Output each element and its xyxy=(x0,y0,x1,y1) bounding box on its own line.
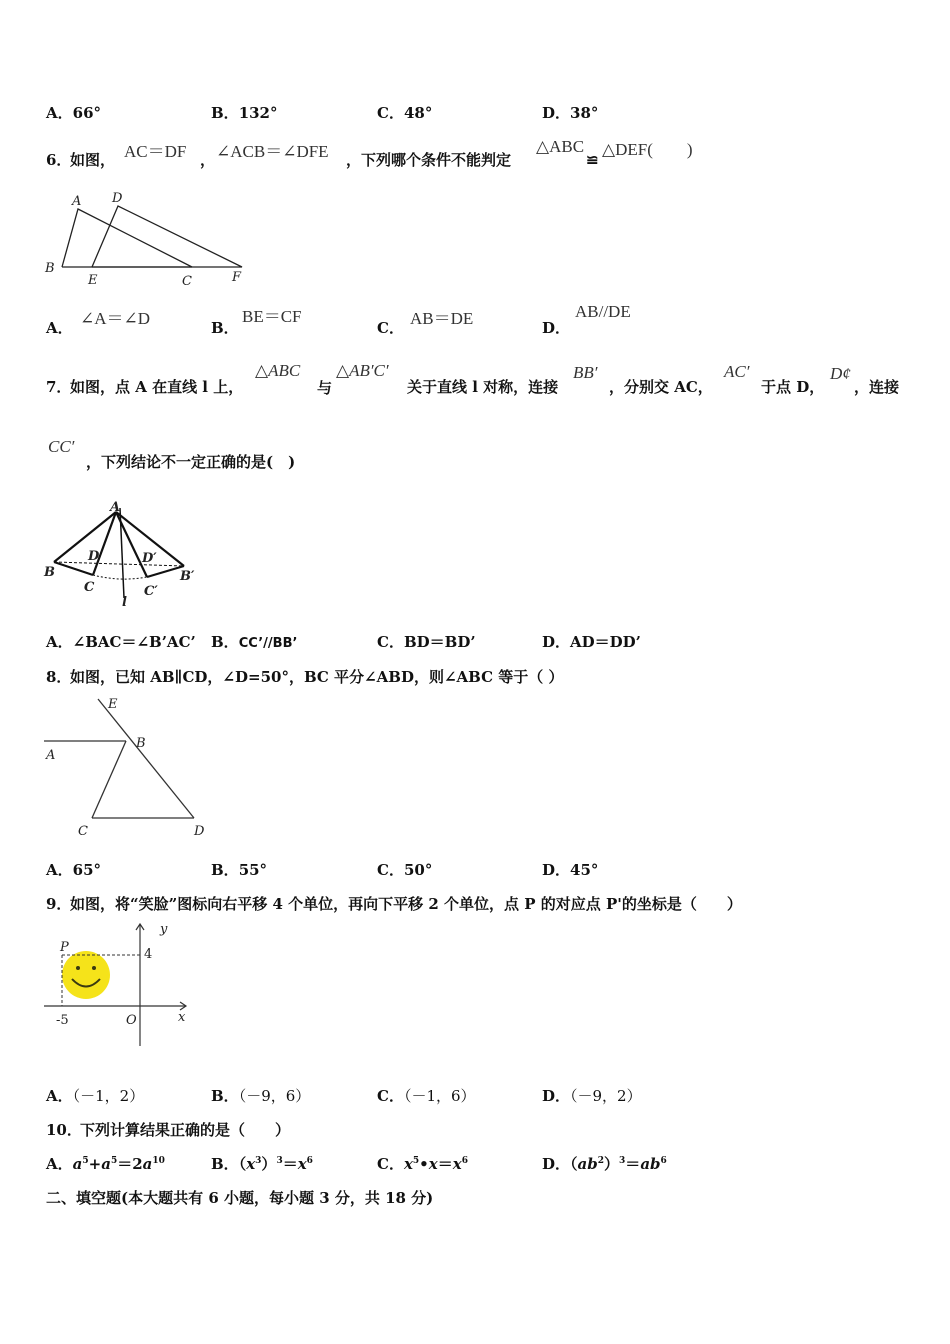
q8-label-e: E xyxy=(108,697,118,712)
q7-label-b: B xyxy=(44,565,55,580)
q6-formula-4: △DEF( ) xyxy=(602,140,693,159)
q6-triangle-abc xyxy=(62,209,192,267)
q6-option-a[interactable]: ∠A＝∠D xyxy=(80,309,151,328)
q7-option-c[interactable]: C．BD＝BD’ xyxy=(377,633,476,651)
smiley-left-eye xyxy=(76,966,80,970)
q5-option-d[interactable]: D．38° xyxy=(542,104,599,122)
q6-formula-1: AC＝DF xyxy=(124,142,187,161)
q9-option-a[interactable]: A．（－1，2） xyxy=(46,1087,145,1105)
q8-option-d[interactable]: D．45° xyxy=(542,861,599,879)
q6-label-e: E xyxy=(88,273,98,288)
q9-label-minus5: -5 xyxy=(56,1013,69,1028)
q6-option-d[interactable]: AB//DE xyxy=(575,302,631,321)
q10-option-d-text: $(ab^2)^3=ab^6$ xyxy=(570,1155,667,1173)
q9-option-d[interactable]: D．（－9，2） xyxy=(542,1087,642,1105)
q7-number: 7． xyxy=(46,378,72,396)
q7-label-b-prime: B′ xyxy=(180,569,195,584)
q8-label-a: A xyxy=(46,748,56,763)
q9-figure xyxy=(40,918,200,1053)
q7-formula-1: △ABC xyxy=(255,361,301,380)
q10-question-text: 下列计算结果正确的是（ ） xyxy=(80,1121,291,1139)
q6-formula-2: ∠ACB＝∠DFE xyxy=(216,142,329,161)
q8-option-a[interactable]: A．65° xyxy=(46,861,102,879)
q7-text-4: ，分别交 AC， xyxy=(609,378,713,396)
q8-option-b[interactable]: B．55° xyxy=(211,861,268,879)
q9-label-p: P xyxy=(60,940,69,955)
q7-formula-5: D¢ xyxy=(830,364,851,383)
q7-label-c: C xyxy=(84,580,95,595)
q6-option-d-label[interactable]: D． xyxy=(542,319,571,337)
section-2-title: 二、填空题(本大题共有 6 小题，每小题 3 分，共 18 分) xyxy=(46,1189,434,1207)
q6-option-c-label[interactable]: C． xyxy=(377,319,404,337)
q8-label-b: B xyxy=(136,736,146,751)
q7-text-7: ，下列结论不一定正确的是( ) xyxy=(86,453,296,471)
q6-label-f: F xyxy=(232,270,242,285)
q8-option-c[interactable]: C．50° xyxy=(377,861,433,879)
q9-number: 9． xyxy=(46,895,72,913)
q6-label-c: C xyxy=(182,274,192,289)
q10-option-a[interactable]: A．$a^5+a^5=2a^{10}$ xyxy=(46,1155,165,1173)
q10-option-a-text: $a^5+a^5=2a^{10}$ xyxy=(72,1155,165,1173)
q5-option-c[interactable]: C．48° xyxy=(377,104,433,122)
q8-question-text: 如图，已知 AB∥CD，∠D=50°，BC 平分∠ABD，则∠ABC 等于（ ） xyxy=(70,668,564,686)
q7-figure xyxy=(40,498,210,610)
smiley-right-eye xyxy=(92,966,96,970)
q7-formula-2: △AB′C′ xyxy=(336,361,389,380)
q10-option-d[interactable]: D．$(ab^2)^3=ab^6$ xyxy=(542,1155,667,1173)
q10-option-c-text: $x^5•x=x^6$ xyxy=(403,1155,468,1173)
q5-option-a[interactable]: A．66° xyxy=(46,104,102,122)
q9-option-c[interactable]: C．（－1，6） xyxy=(377,1087,476,1105)
q8-label-d: D xyxy=(194,824,205,839)
q10-option-b[interactable]: B．$(x^3)^3=x^6$ xyxy=(211,1155,313,1173)
q7-label-l: l xyxy=(122,595,127,610)
q9-label-x: x xyxy=(178,1010,186,1025)
q7-option-a[interactable]: A．∠BAC＝∠B’AC’ xyxy=(46,633,196,651)
q6-label-a: A xyxy=(72,194,82,209)
q9-label-y: y xyxy=(160,922,168,937)
q7-option-b[interactable]: B．CC’//BB’ xyxy=(211,633,298,651)
q7-text-5: 于点 D， xyxy=(761,378,825,396)
q6-option-c[interactable]: AB＝DE xyxy=(410,309,474,328)
q6-option-b-label[interactable]: B． xyxy=(211,319,239,337)
q10-number: 10． xyxy=(46,1121,82,1139)
q6-option-a-label[interactable]: A． xyxy=(46,319,73,337)
q7-label-c-prime: C′ xyxy=(144,584,158,599)
q7-text-6: ，连接 xyxy=(854,378,900,396)
q6-number: 6． xyxy=(46,151,72,169)
q8-number: 8． xyxy=(46,668,72,686)
q5-option-b[interactable]: B．132° xyxy=(211,104,278,122)
q7-text-1: 如图，点 A 在直线 l 上， xyxy=(70,378,244,396)
smiley-face xyxy=(62,951,110,999)
q10-option-c[interactable]: C．$x^5•x=x^6$ xyxy=(377,1155,468,1173)
q7-label-a: A xyxy=(110,500,121,515)
q6-figure xyxy=(40,188,260,288)
q7-option-d[interactable]: D．AD＝DD’ xyxy=(542,633,641,651)
q6-question-text: ，下列哪个条件不能判定 xyxy=(346,151,512,169)
q6-label-d: D xyxy=(112,191,123,206)
q7-label-d: D xyxy=(88,549,100,564)
q8-figure xyxy=(40,696,215,841)
q7-formula-4: AC′ xyxy=(724,362,750,381)
q8-label-c: C xyxy=(78,824,88,839)
q10-option-b-text: $(x^3)^3=x^6$ xyxy=(238,1155,313,1173)
q7-text-2: 与 xyxy=(317,379,333,397)
q9-label-4: 4 xyxy=(144,947,153,962)
q6-option-b[interactable]: BE＝CF xyxy=(242,307,302,326)
q6-comma: ， xyxy=(200,151,216,169)
q9-label-o: O xyxy=(126,1013,137,1028)
q6-formula-3: △ABC xyxy=(536,137,585,156)
q7-formula-3: BB′ xyxy=(573,363,598,382)
q9-option-b[interactable]: B．（－9，6） xyxy=(211,1087,311,1105)
q7-label-d-prime: D′ xyxy=(142,551,157,566)
q6-triangle-def xyxy=(92,206,242,267)
q6-intro: 如图， xyxy=(70,151,116,169)
q7-formula-6: CC′ xyxy=(48,437,75,456)
q9-question-text: 如图，将“笑脸”图标向右平移 4 个单位，再向下平移 2 个单位，点 P 的对应点 P'的坐标是（ ） xyxy=(70,895,742,913)
q6-label-b: B xyxy=(45,261,55,276)
q6-congruent-symbol: ≌ xyxy=(586,151,599,169)
q7-text-3: 关于直线 l 对称，连接 xyxy=(407,378,559,396)
